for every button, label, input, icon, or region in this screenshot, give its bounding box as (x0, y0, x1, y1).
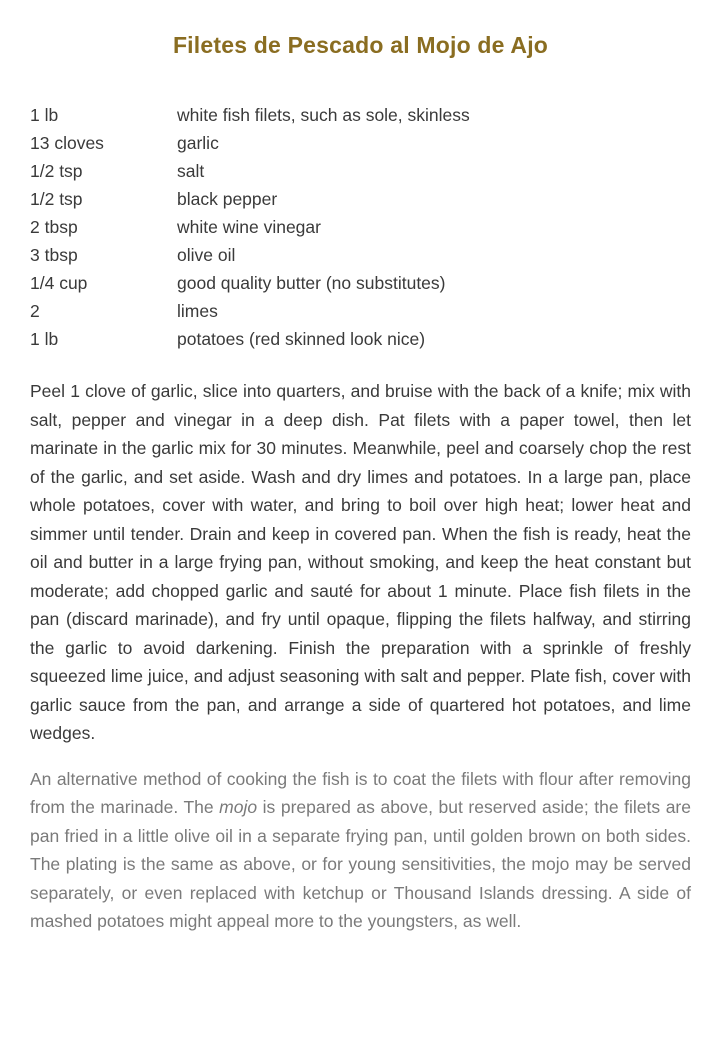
ingredient-quantity: 1/2 tsp (30, 189, 83, 209)
ingredient-row (30, 269, 691, 297)
ingredient-row (30, 325, 691, 353)
ingredient-name: limes (177, 301, 218, 321)
ingredient-quantity: 1/2 tsp (30, 161, 83, 181)
ingredient-quantity: 13 cloves (30, 133, 104, 153)
ingredient-row (30, 157, 691, 185)
mojo-italic-word: mojo (219, 797, 258, 817)
ingredient-quantity: 1/4 cup (30, 273, 88, 293)
ingredient-quantity: 2 tbsp (30, 217, 78, 237)
ingredient-name: garlic (177, 133, 219, 153)
instructions-paragraph: Peel 1 clove of garlic, slice into quarters, and bruise with the back of a knife; mix with salt, pepper and vinegar in a deep dish. Pat filets with a paper towel, then let marinate in the garlic mix for 30 minutes. Meanwhile, peel and coarsely chop the rest of the garlic, and set aside. Wash and dry limes and potatoes. In a large pan, place whole potatoes, cover with water, and bring to boil over high heat; lower heat and simmer until tender. Drain and keep in covered pan. When the fish is ready, heat the oil and butter in a large frying pan, without smoking, and keep the heat constant but moderate; add chopped garlic and sauté for about 1 minute. Place fish filets in the pan (discard marinade), and fry until opaque, flipping the filets halfway, and stirring the garlic to avoid darkening. Finish the preparation with a sprinkle of freshly squeezed lime juice, and adjust seasoning with salt and pepper. Plate fish, cover with garlic sauce from the pan, and arrange a side of quartered hot potatoes, and lime wedges. (30, 381, 691, 743)
ingredient-name: white fish filets, such as sole, skinless (177, 105, 470, 125)
alternative-method-paragraph (30, 765, 691, 936)
ingredient-row (30, 241, 691, 269)
ingredient-quantity: 1 lb (30, 329, 59, 349)
ingredient-row (30, 129, 691, 157)
ingredient-name: salt (177, 161, 205, 181)
ingredient-row (30, 101, 691, 129)
ingredient-row (30, 213, 691, 241)
ingredient-name: black pepper (177, 189, 278, 209)
ingredient-name: olive oil (177, 245, 236, 265)
ingredient-row (30, 297, 691, 325)
ingredient-name: good quality butter (no substitutes) (177, 273, 446, 293)
ingredients-list (30, 101, 691, 353)
ingredient-name: white wine vinegar (177, 217, 321, 237)
ingredient-quantity: 2 (30, 301, 40, 321)
alternative-text-after: is prepared as above, but reserved aside; the filets are pan fried in a little olive oil in a separate frying pan, until golden brown on both sides. The plating is the same as above, or for young sensitivities, the mojo may be served separately, or even replaced with ketchup or Thousand Islands dressing. A side of mashed potatoes might appeal more to the youngsters, as well. (30, 797, 691, 931)
recipe-title: Filetes de Pescado al Mojo de Ajo (172, 32, 549, 58)
ingredient-row (30, 185, 691, 213)
alternative-text-before: An alternative method of cooking the fish is to coat the filets with flour after removing from the marinade. The (30, 768, 691, 817)
ingredient-quantity: 3 tbsp (30, 245, 78, 265)
ingredient-quantity: 1 lb (30, 105, 59, 125)
ingredient-name: potatoes (red skinned look nice) (177, 329, 426, 349)
